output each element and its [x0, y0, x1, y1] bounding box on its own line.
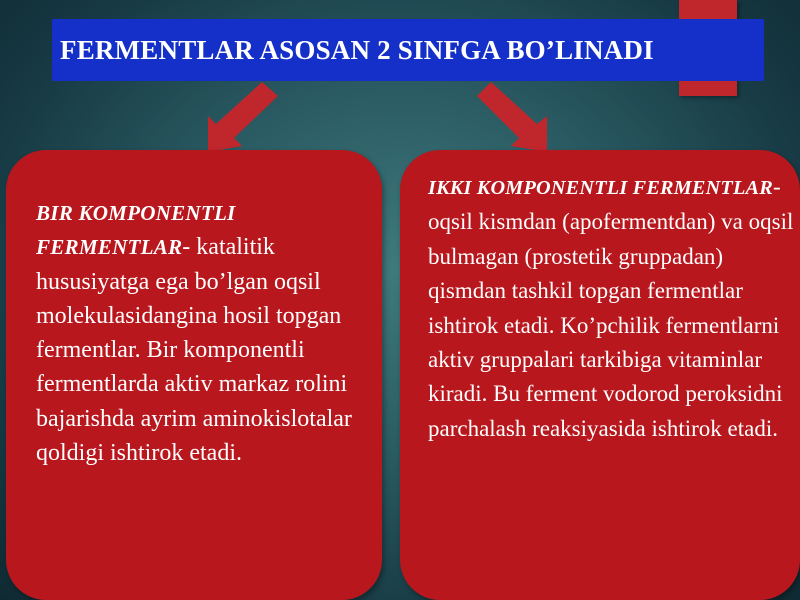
slide-title: FERMENTLAR ASOSAN 2 SINFGA BO’LINADI: [60, 34, 654, 65]
card-left-text: [36, 196, 381, 470]
card-right-description: - oqsil kismdan (apofermentdan) va oqsil bulmagan (prostetik gruppadan) qismdan tashkil topgan fermentlar ishtirok etadi. Ko’pchilik fermentlarni aktiv gruppalari tarkibiga vitaminlar kiradi. Bu ferment vodorod peroksidni parchalash reaksiyasida ishtirok etadi.: [428, 174, 794, 441]
arrow-down-left-icon: [182, 80, 282, 160]
card-right-text: [428, 170, 798, 446]
card-two-component-enzymes: [400, 150, 800, 600]
title-banner: [52, 19, 764, 81]
card-one-component-enzymes: [6, 150, 382, 600]
card-right-term: IKKI KOMPONENTLI FERMENTLAR: [428, 177, 773, 199]
card-left-term: BIR KOMPONENTLI FERMENTLAR: [36, 201, 236, 260]
arrow-down-right-icon: [475, 80, 565, 160]
card-left-description: - katalitik hususiyatga ega bo’lgan oqsil molekulasidangina hosil topgan fermentlar. Bir komponentli fermentlarda aktiv markaz rolini bajarishda ayrim aminokislotalar qoldigi ishtirok etadi.: [36, 234, 352, 467]
